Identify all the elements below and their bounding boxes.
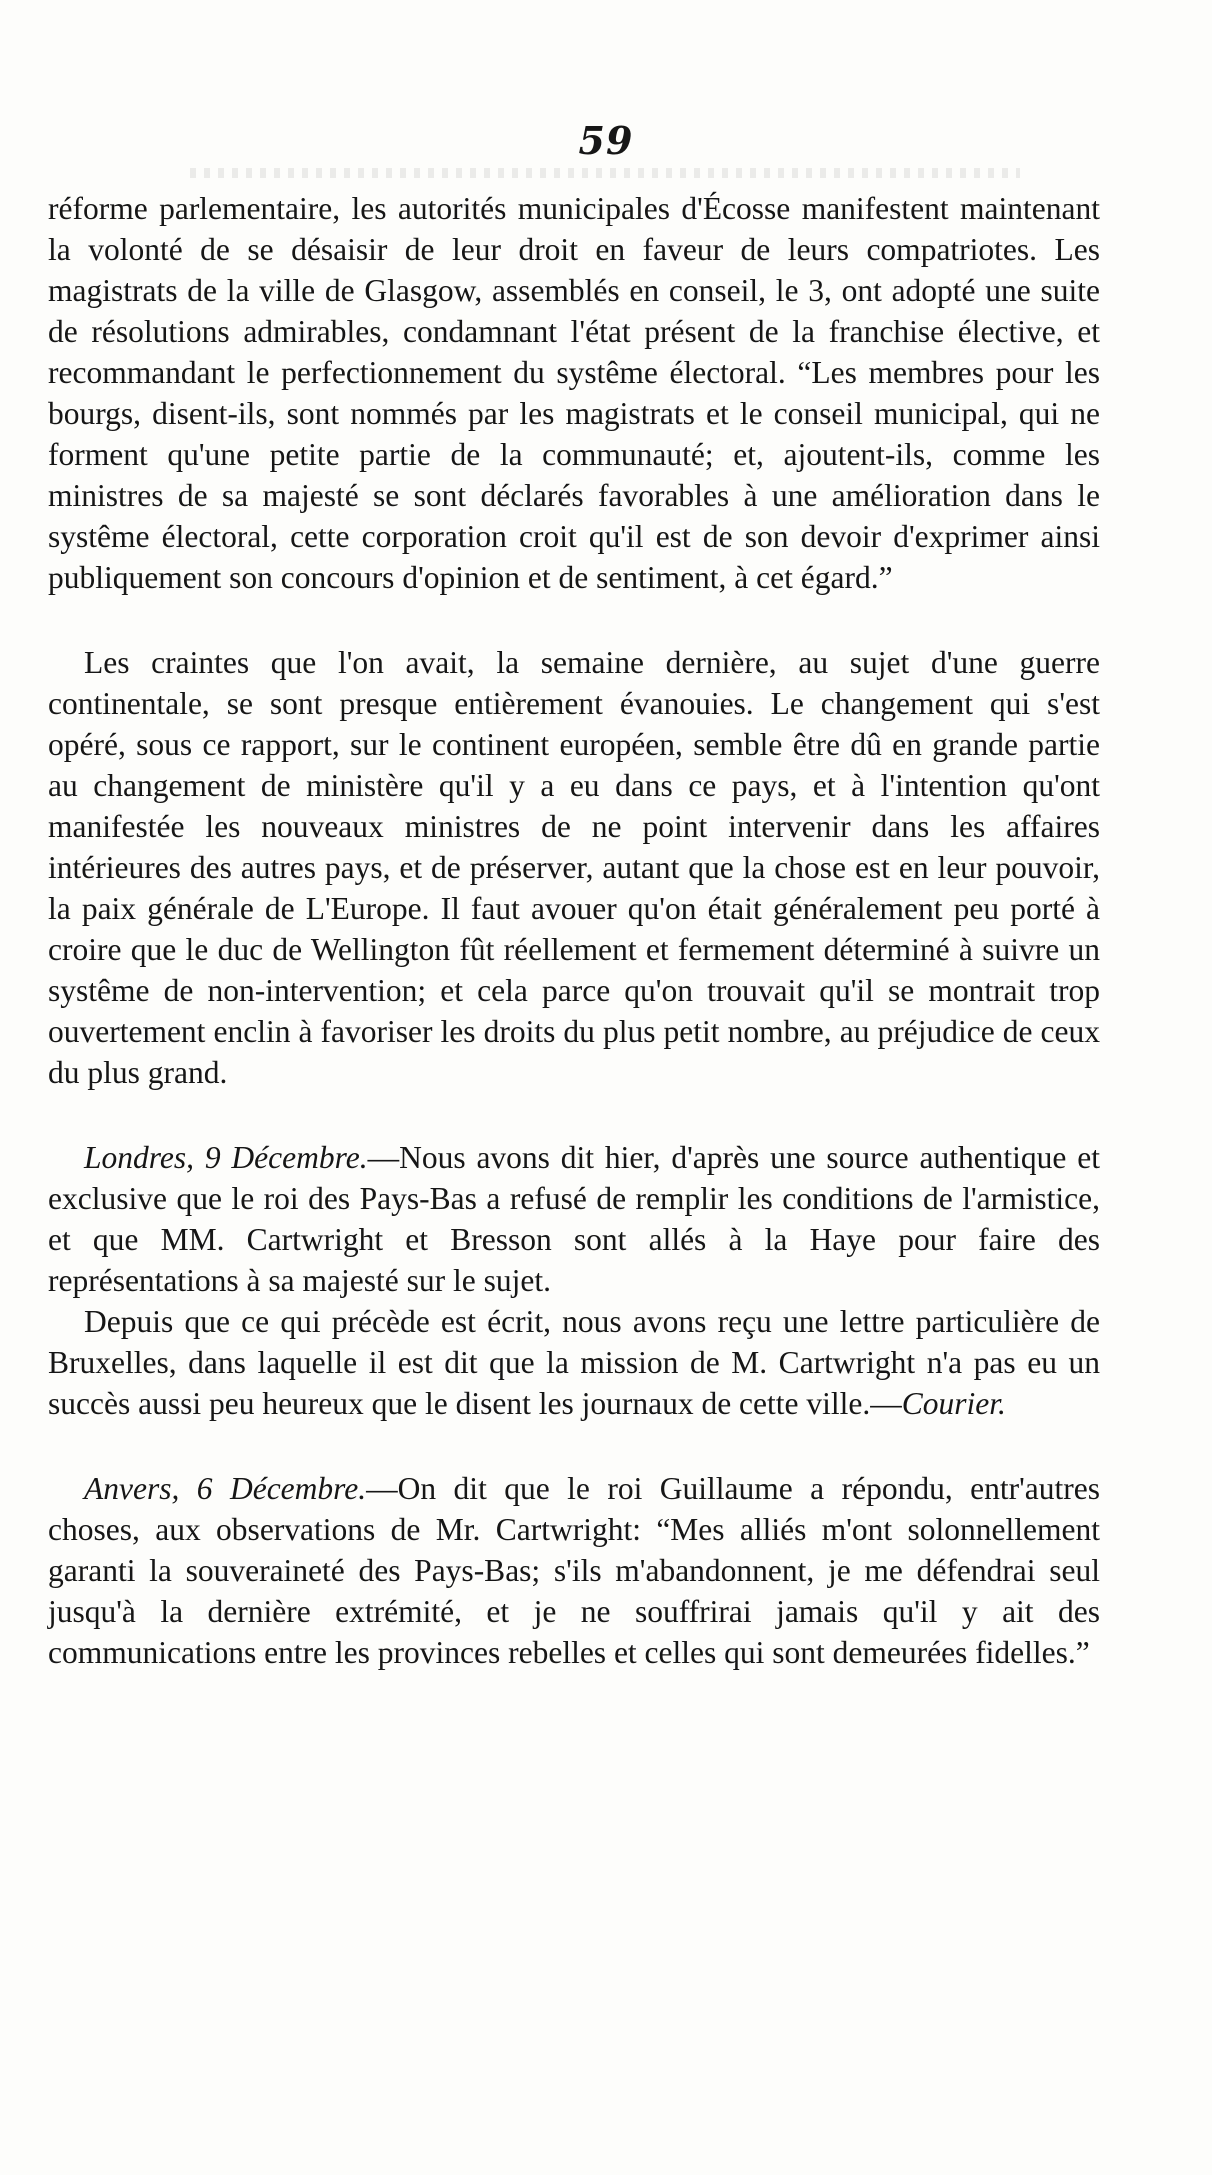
paragraph-text: réforme parlementaire, les autorités municipales d'Écosse manifestent maintenant la volonté de se désaisir de leur droit en faveur de leurs compatriotes. Les magistrats de la ville de Glasgow, assemblés en conseil, le 3, ont adopté une suite de résolutions admirables, condamnant l'état présent de la franchise élective, et recommandant le perfectionnement du systême électoral. “Les membres pour les bourgs, disent-ils, sont nommés par les magistrats et le conseil municipal, qui ne forment qu'une petite partie de la communauté; et, ajoutent-ils, comme les ministres de sa majesté se sont déclarés favorables à une amélioration dans le systême électoral, cette corporation croit qu'il est de son devoir d'exprimer ainsi publiquement son concours d'opinion et de sentiment, à cet égard.”	[48, 191, 1100, 595]
paragraph-text: Les craintes que l'on avait, la semaine dernière, au sujet d'une guerre continentale, se sont presque entièrement évanouies. Le changement qui s'est opéré, sous ce rapport, sur le continent européen, semble être dû en grande partie au changement de ministère qu'il y a eu dans ce pays, et à l'intention qu'ont manifestée les nouveaux ministres de ne point intervenir dans les affaires intérieures des autres pays, et de préserver, autant que la chose est en leur pouvoir, la paix générale de L'Europe. Il faut avouer qu'on était généralement peu porté à croire que le duc de Wellington fût réellement et fermement déterminé à suivre un systême de non-intervention; et cela parce qu'on trouvait qu'il se montrait trop ouvertement enclin à favoriser les droits du plus petit nombre, au préjudice de ceux du plus grand.	[48, 645, 1100, 1090]
show-through-text	[190, 168, 1020, 178]
article-column	[48, 188, 1100, 1673]
dateline-antwerp: Anvers, 6 Décembre.	[84, 1471, 367, 1506]
paragraph-antwerp-dispatch	[48, 1468, 1100, 1673]
paragraph-london-dispatch	[48, 1137, 1100, 1301]
paragraph-text: Depuis que ce qui précède est écrit, nous avons reçu une lettre particulière de Bruxelles, dans laquelle il est dit que la mission de M. Cartwright n'a pas eu un succès aussi peu heureux que le disent les journaux de cette ville.—	[48, 1304, 1100, 1421]
paragraph-text: —On dit que le roi Guillaume a répondu, entr'autres choses, aux observations de Mr. Cartwright: “Mes alliés m'ont solonnellement garanti la souveraineté des Pays-Bas; s'ils m'abandonnent, je me défendrai seul jusqu'à la dernière extrémité, et je ne souffrirai jamais qu'il y ait des communications entre les provinces rebelles et celles qui sont demeurées fidelles.”	[48, 1471, 1101, 1670]
source-courier: Courier.	[901, 1386, 1006, 1421]
paragraph-brussels-letter	[48, 1301, 1100, 1424]
dateline-london: Londres, 9 Décembre.	[84, 1140, 368, 1175]
paragraph-text: —Nous avons dit hier, d'après une source authentique et exclusive que le roi des Pays-Bas a refusé de remplir les conditions de l'armistice, et que MM. Cartwright et Bresson sont allés à la Haye pour faire des représentations à sa majesté sur le sujet.	[48, 1140, 1100, 1298]
paragraph-glasgow-reform	[48, 188, 1100, 598]
paragraph-continental-war	[48, 642, 1100, 1093]
page-number: 59	[578, 118, 634, 163]
